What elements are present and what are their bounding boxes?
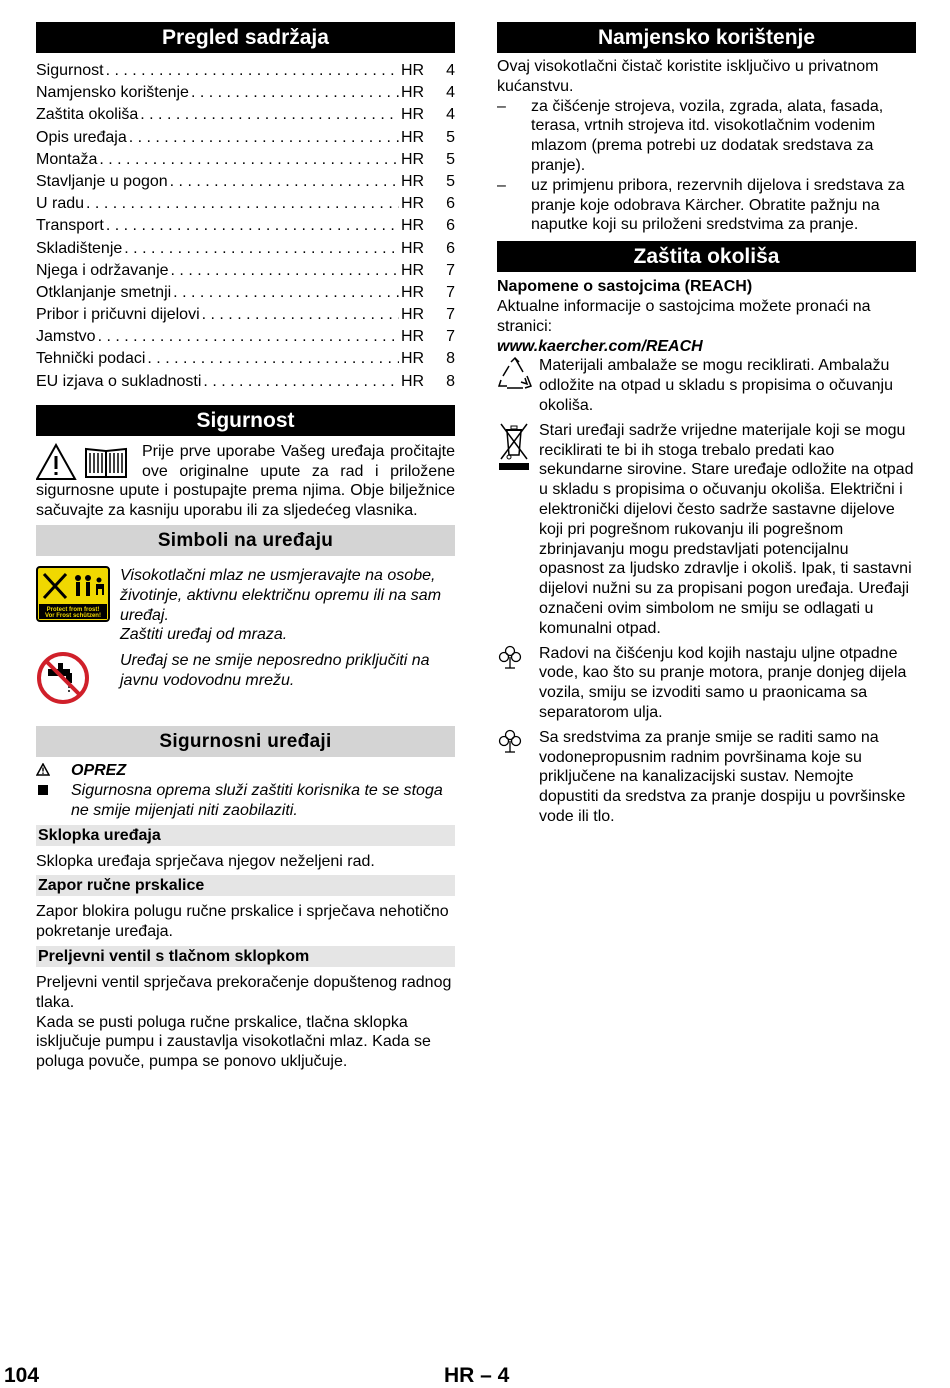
environment-heading: Zaštita okoliša: [497, 241, 916, 272]
square-bullet-icon: [36, 781, 71, 821]
toc-entry-language: HR: [401, 372, 425, 390]
toc-leader-dots: [147, 348, 399, 370]
toc-entry-page: 5: [446, 150, 455, 168]
weee-text: Stari uređaji sadrže vrijedne materijale koji se mogu reciklirati te bi ih stoga trebalo predati kao sekundarne sirovine. Stare uređaje odložite na otpad u skladu s propisima o očuvanju okoliša. Električni i elektronički dijelovi često sadrže sastavne dijelove koji pri pogrešnom rukovanju ili pogrešnom zbrinjavanju mogu predstavljati potencijalnu opasnost za ljudsko zdravlje i okoliš. Ipak, ti sastavni dijelovi nužni su za propisani pogon uređaja. Uređaji označeni ovim simbolom ne smiju se odlagati u komunalni otpad.: [539, 421, 914, 637]
recycle-row: [497, 356, 916, 415]
toc-row[interactable]: [36, 215, 455, 237]
toc-entry-page: 7: [446, 328, 455, 346]
toc-entry-language: HR: [401, 328, 425, 346]
toc-entry-title: Namjensko korištenje: [36, 84, 189, 102]
caution-label: OPREZ: [71, 762, 127, 780]
toc-entry-language: HR: [401, 283, 425, 301]
toc-row[interactable]: [36, 282, 455, 304]
toc-entry-title: Njega i održavanje: [36, 261, 169, 279]
reach-text: Aktualne informacije o sastojcima možete pronaći na stranici:: [497, 297, 871, 335]
intended-use-intro: Ovaj visokotlačni čistač koristite isključivo u privatnom kućanstvu.: [497, 58, 879, 95]
reach-url[interactable]: www.kaercher.com/REACH: [497, 337, 703, 355]
toc-leader-dots: [86, 193, 399, 215]
toc-entry-language: HR: [401, 217, 425, 235]
toc-entry-page: 4: [446, 62, 455, 79]
toc-entry-page: 6: [446, 217, 455, 235]
intended-use-item: – za čišćenje strojeva, vozila, zgrada, alata, fasada, terasa, vrtnih strojeva itd. visokotlačnim vodenim mlazom (prema potrebi uz dodatak sredstava za pranje).: [497, 97, 884, 174]
safety-devices-heading: Sigurnosni uređaji: [36, 726, 455, 757]
no-direct-water-connection-icon: [36, 651, 120, 710]
toc-entry-language: HR: [401, 150, 425, 168]
toc-entry-title: Jamstvo: [36, 328, 96, 346]
toc-entry-title: Zaštita okoliša: [36, 106, 139, 124]
lock-heading: Zapor ručne prskalice: [36, 875, 455, 896]
crossed-bin-icon: [497, 421, 539, 639]
toc-entry-title: Sigurnost: [36, 62, 104, 79]
safety-intro: [36, 442, 455, 521]
toc-leader-dots: [171, 260, 399, 282]
toc-entry-title: Montaža: [36, 150, 98, 168]
toc-entry-language: HR: [401, 84, 425, 102]
toc-entry-page: 7: [446, 283, 455, 301]
toc-leader-dots: [173, 282, 399, 304]
caution-row: [36, 761, 455, 781]
symbol-water-text: Uređaj se ne smije neposredno priključiti na javnu vodovodnu mrežu.: [120, 652, 430, 689]
toc-row[interactable]: [36, 304, 455, 326]
valve-text-2: Kada se pusti poluga ručne prskalice, tlačna sklopka isključuje pumpu i zaustavlja visokotlačni mlaz. Kada se poluga povuče, pumpa se ponovo uključuje.: [36, 1013, 431, 1071]
toc-leader-dots: [98, 326, 399, 348]
toc-row[interactable]: [36, 193, 455, 215]
toc-heading: Pregled sadržaja: [36, 22, 455, 53]
toc-row[interactable]: [36, 60, 455, 82]
symbol-frost-text: Zaštiti uređaj od mraza.: [120, 626, 288, 644]
toc-row[interactable]: [36, 326, 455, 348]
toc-entry-title: Stavljanje u pogon: [36, 172, 168, 190]
toc-entry-title: Otklanjanje smetnji: [36, 283, 172, 301]
warning-and-manual-icon: [36, 443, 142, 481]
svg-text:Protect from frost!: Protect from frost!: [46, 607, 100, 613]
toc-entry-language: HR: [401, 195, 425, 213]
no-spray-frost-icon: [36, 566, 120, 645]
toc-row[interactable]: [36, 238, 455, 260]
toc-entry-page: 6: [446, 239, 455, 257]
intended-use-item: – uz primjenu pribora, rezervnih dijelova i sredstava za pranje koje odobrava Kärcher. Obratite pažnju na naputke koji su priloženi sredstvima za pranje.: [497, 176, 905, 234]
valve-text-1: Preljevni ventil sprječava prekoračenje dopuštenog radnog tlaka.: [36, 973, 452, 1011]
toc-leader-dots: [129, 127, 399, 149]
caution-triangle-icon: [36, 761, 71, 781]
toc-entry-language: HR: [401, 128, 425, 146]
safety-heading: Sigurnost: [36, 405, 455, 436]
toc-row[interactable]: [36, 260, 455, 282]
left-column: [36, 22, 455, 1072]
toc-entry-language: HR: [401, 261, 425, 279]
toc-entry-page: 5: [446, 172, 455, 190]
toc-entry-page: 4: [446, 106, 455, 124]
recycle-icon: [497, 356, 539, 415]
toc-row[interactable]: [36, 371, 455, 393]
toc-leader-dots: [203, 371, 399, 393]
toc-entry-page: 7: [446, 261, 455, 279]
toc-entry-language: HR: [401, 350, 425, 368]
toc-entry-page: 8: [446, 372, 455, 390]
toc-entry-page: 4: [446, 84, 455, 102]
toc-entry-page: 6: [446, 195, 455, 213]
toc-entry-title: U radu: [36, 195, 85, 213]
toc-entry-title: Pribor i pričuvni dijelovi: [36, 306, 200, 324]
toc-row[interactable]: [36, 104, 455, 126]
toc-leader-dots: [106, 60, 399, 82]
valve-heading: Preljevni ventil s tlačnom sklopkom: [36, 946, 455, 967]
toc-entry-language: HR: [401, 106, 425, 124]
toc-leader-dots: [140, 104, 399, 126]
symbol-row-water: [36, 651, 455, 710]
detergent-text: Sa sredstvima za pranje smije se raditi samo na vodonepropusnim radnim površinama koje su priključene na kanalizacijski sustav. Nemojte dopustiti da sredstva za pranje dospiju u površinske vode ili tlo.: [539, 728, 906, 825]
toc-entry-language: HR: [401, 306, 425, 324]
intended-use-heading: Namjensko korištenje: [497, 22, 916, 53]
detergent-row: [497, 728, 916, 827]
symbol-jet-text: Visokotlačni mlaz ne usmjeravajte na osobe, životinje, aktivnu električnu opremu ili na sam uređaj.: [120, 567, 442, 624]
switch-heading: Sklopka uređaja: [36, 825, 455, 846]
reach-heading: Napomene o sastojcima (REACH): [497, 278, 753, 296]
caution-bullet: [36, 781, 455, 821]
toc-leader-dots: [170, 171, 399, 193]
symbols-heading: Simboli na uređaju: [36, 525, 455, 556]
switch-text: Sklopka uređaja sprječava njegov neželjeni rad.: [36, 852, 375, 870]
toc-entry-page: 8: [446, 350, 455, 368]
symbol-row-jet: [36, 566, 455, 645]
toc-leader-dots: [202, 304, 399, 326]
caution-text: Sigurnosna oprema služi zaštiti korisnika te se stoga ne smije mijenjati niti zaobilaziti.: [71, 781, 443, 819]
toc-entry-title: Skladištenje: [36, 239, 123, 257]
table-of-contents: [36, 60, 455, 393]
toc-entry-title: Tehnički podaci: [36, 350, 146, 368]
environment-tree-icon: [497, 644, 539, 723]
toc-leader-dots: [191, 82, 399, 104]
toc-row[interactable]: [36, 348, 455, 370]
toc-leader-dots: [99, 149, 399, 171]
toc-row[interactable]: [36, 82, 455, 104]
toc-leader-dots: [124, 238, 399, 260]
toc-entry-page: 5: [446, 128, 455, 146]
oil-row: [497, 644, 916, 723]
toc-leader-dots: [106, 215, 399, 237]
weee-row: [497, 421, 916, 639]
section-page-label: HR – 4: [444, 1364, 510, 1387]
manual-book-icon: [86, 449, 126, 477]
toc-entry-language: HR: [401, 62, 425, 79]
toc-entry-language: HR: [401, 172, 425, 190]
toc-row[interactable]: [36, 171, 455, 193]
svg-text:Vor Frost schützen!: Vor Frost schützen!: [45, 613, 101, 619]
page-number: 104: [4, 1364, 40, 1387]
toc-entry-page: 7: [446, 306, 455, 324]
environment-tree-icon: [497, 728, 539, 827]
safety-intro-text: Prije prve uporabe Vašeg uređaja pročitajte ove originalne upute za rad i priložene sigurnosne upute i postupajte prema njima. Obje bilježnice sačuvajte za kasniju uporabu ili za sljedećeg vlasnika.: [36, 442, 455, 520]
toc-entry-language: HR: [401, 239, 425, 257]
oil-text: Radovi na čišćenju kod kojih nastaju uljne otpadne vode, kao što su pranje motora, pranje donjeg dijela vozila, smiju se izvoditi samo u praonicama sa separatorom ulja.: [539, 644, 907, 721]
toc-row[interactable]: [36, 149, 455, 171]
right-column: [497, 22, 916, 827]
lock-text: Zapor blokira polugu ručne prskalice i sprječava nehotično pokretanje uređaja.: [36, 903, 449, 941]
toc-row[interactable]: [36, 127, 455, 149]
toc-entry-title: EU izjava o sukladnosti: [36, 372, 202, 390]
toc-entry-title: Transport: [36, 217, 104, 235]
recycle-text: Materijali ambalaže se mogu reciklirati. Ambalažu odložite na otpad u skladu s propisima o očuvanju okoliša.: [539, 357, 893, 414]
toc-entry-title: Opis uređaja: [36, 128, 127, 146]
